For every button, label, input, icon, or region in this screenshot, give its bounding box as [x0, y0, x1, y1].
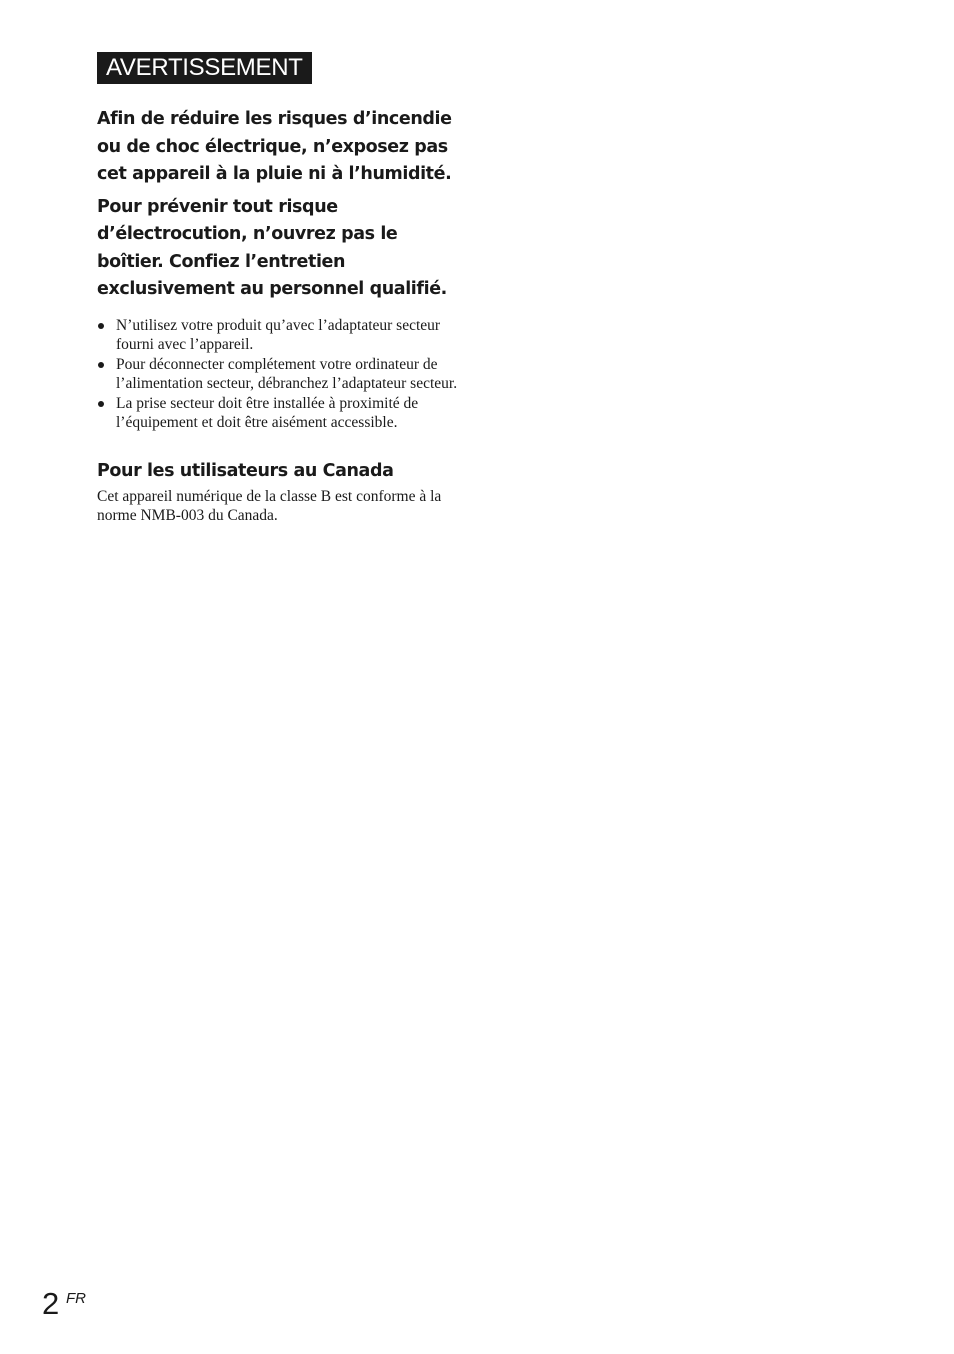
warning-electrocution: Pour prévenir tout risque d’électrocution, n’ouvrez pas le boîtier. Confiez l’entretien exclusivement au personnel qualifié. [97, 196, 447, 299]
bullet-text: N’utilisez votre produit qu’avec l’adaptateur secteur fourni avec l’appareil. [116, 316, 441, 353]
bullet-icon [98, 401, 104, 407]
canada-heading: Pour les utilisateurs au Canada [97, 460, 394, 481]
safety-bullet-list [97, 316, 467, 433]
list-item [97, 394, 467, 433]
list-item [97, 355, 467, 394]
content-column [97, 106, 467, 526]
list-item [97, 316, 467, 355]
bullet-text: La prise secteur doit être installée à proximité de l’équipement et doit être aisément accessible. [116, 394, 419, 431]
section-heading: AVERTISSEMENT [97, 52, 312, 84]
warning-fire-shock: Afin de réduire les risques d’incendie ou de choc électrique, n’exposez pas cet appareil à la pluie ni à l’humidité. [97, 109, 452, 184]
bullet-icon [98, 362, 104, 368]
bullet-text: Pour déconnecter complétement votre ordinateur de l’alimentation secteur, débranchez l’adaptateur secteur. [116, 355, 458, 392]
page-language-code: FR [66, 1290, 86, 1307]
canada-text: Cet appareil numérique de la classe B est conforme à la norme NMB-003 du Canada. [97, 487, 442, 524]
page-number: 2 [42, 1286, 60, 1321]
bullet-icon [98, 323, 104, 329]
